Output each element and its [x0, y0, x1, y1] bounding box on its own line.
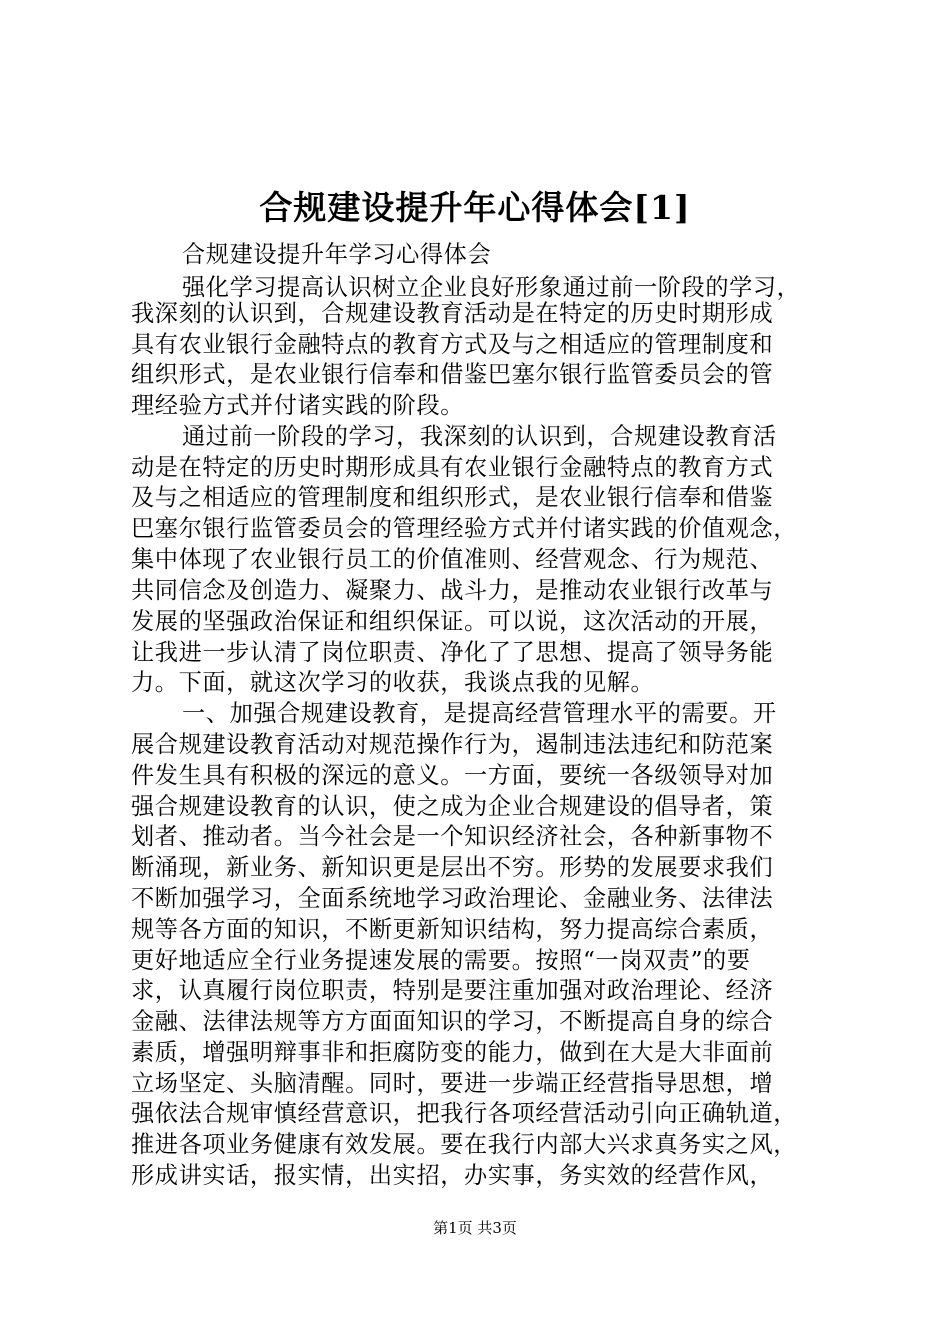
text-line: 合规建设提升年学习心得体会	[182, 241, 492, 268]
text-line: 素质，增强明辩事非和拒腐防变的能力，做到在大是大非面前	[131, 1039, 774, 1066]
text-line: 强化学习提高认识树立企业良好形象通过前一阶段的学习，	[182, 274, 801, 301]
text-line: 不断加强学习，全面系统地学习政治理论、金融业务、法律法	[131, 885, 774, 912]
text-line: 让我进一步认清了岗位职责、净化了了思想、提高了领导务能	[131, 639, 774, 666]
text-line: 金融、法律法规等方方面面知识的学习，不断提高自身的综合	[131, 1008, 774, 1035]
page-title: 合规建设提升年心得体会[1]	[259, 188, 691, 227]
text-line: 巴塞尔银行监管委员会的管理经验方式并付诸实践的价值观念，	[131, 515, 798, 542]
text-line: 划者、推动者。当今社会是一个知识经济社会，各种新事物不	[131, 823, 774, 850]
text-line: 我深刻的认识到，合规建设教育活动是在特定的历史时期形成	[131, 300, 774, 327]
text-line: 强依法合规审慎经营意识，把我行各项经营活动引向正确轨道，	[131, 1100, 798, 1127]
text-line: 动是在特定的历史时期形成具有农业银行金融特点的教育方式	[131, 454, 774, 481]
text-line: 一、加强合规建设教育，是提高经营管理水平的需要。开	[182, 700, 777, 727]
text-line: 形成讲实话，报实情，出实招，办实事，务实效的经营作风，	[131, 1162, 774, 1189]
text-line: 组织形式，是农业银行信奉和借鉴巴塞尔银行监管委员会的管	[131, 361, 774, 388]
text-line: 件发生具有积极的深远的意义。一方面，要统一各级领导对加	[131, 762, 774, 789]
text-line: 及与之相适应的管理制度和组织形式，是农业银行信奉和借鉴	[131, 484, 774, 511]
text-line: 具有农业银行金融特点的教育方式及与之相适应的管理制度和	[131, 331, 774, 358]
text-line: 发展的坚强政治保证和组织保证。可以说，这次活动的开展，	[131, 608, 774, 635]
text-line: 强合规建设教育的认识，使之成为企业合规建设的倡导者，策	[131, 793, 774, 820]
text-line: 求，认真履行岗位职责，特别是要注重加强对政治理论、经济	[131, 977, 774, 1004]
text-line: 断涌现，新业务、新知识更是层出不穷。形势的发展要求我们	[131, 854, 774, 881]
text-line: 集中体现了农业银行员工的价值准则、经营观念、行为规范、	[131, 546, 774, 573]
text-line: 理经验方式并付诸实践的阶段。	[131, 392, 465, 419]
text-line: 立场坚定、头脑清醒。同时，要进一步端正经营指导思想，增	[131, 1070, 774, 1097]
text-line: 推进各项业务健康有效发展。要在我行内部大兴求真务实之风，	[131, 1131, 798, 1158]
text-line: 更好地适应全行业务提速发展的需要。按照“一岗双责”的要	[131, 947, 751, 974]
text-line: 共同信念及创造力、凝聚力、战斗力，是推动农业银行改革与	[131, 577, 774, 604]
text-line: 力。下面，就这次学习的收获，我谈点我的见解。	[131, 669, 655, 696]
page-indicator: 第1页 共3页	[433, 1219, 517, 1237]
text-line: 规等各方面的知识，不断更新知识结构，努力提高综合素质，	[131, 916, 774, 943]
text-line: 展合规建设教育活动对规范操作行为，遏制违法违纪和防范案	[131, 731, 774, 758]
text-line: 通过前一阶段的学习，我深刻的认识到，合规建设教育活	[182, 423, 777, 450]
